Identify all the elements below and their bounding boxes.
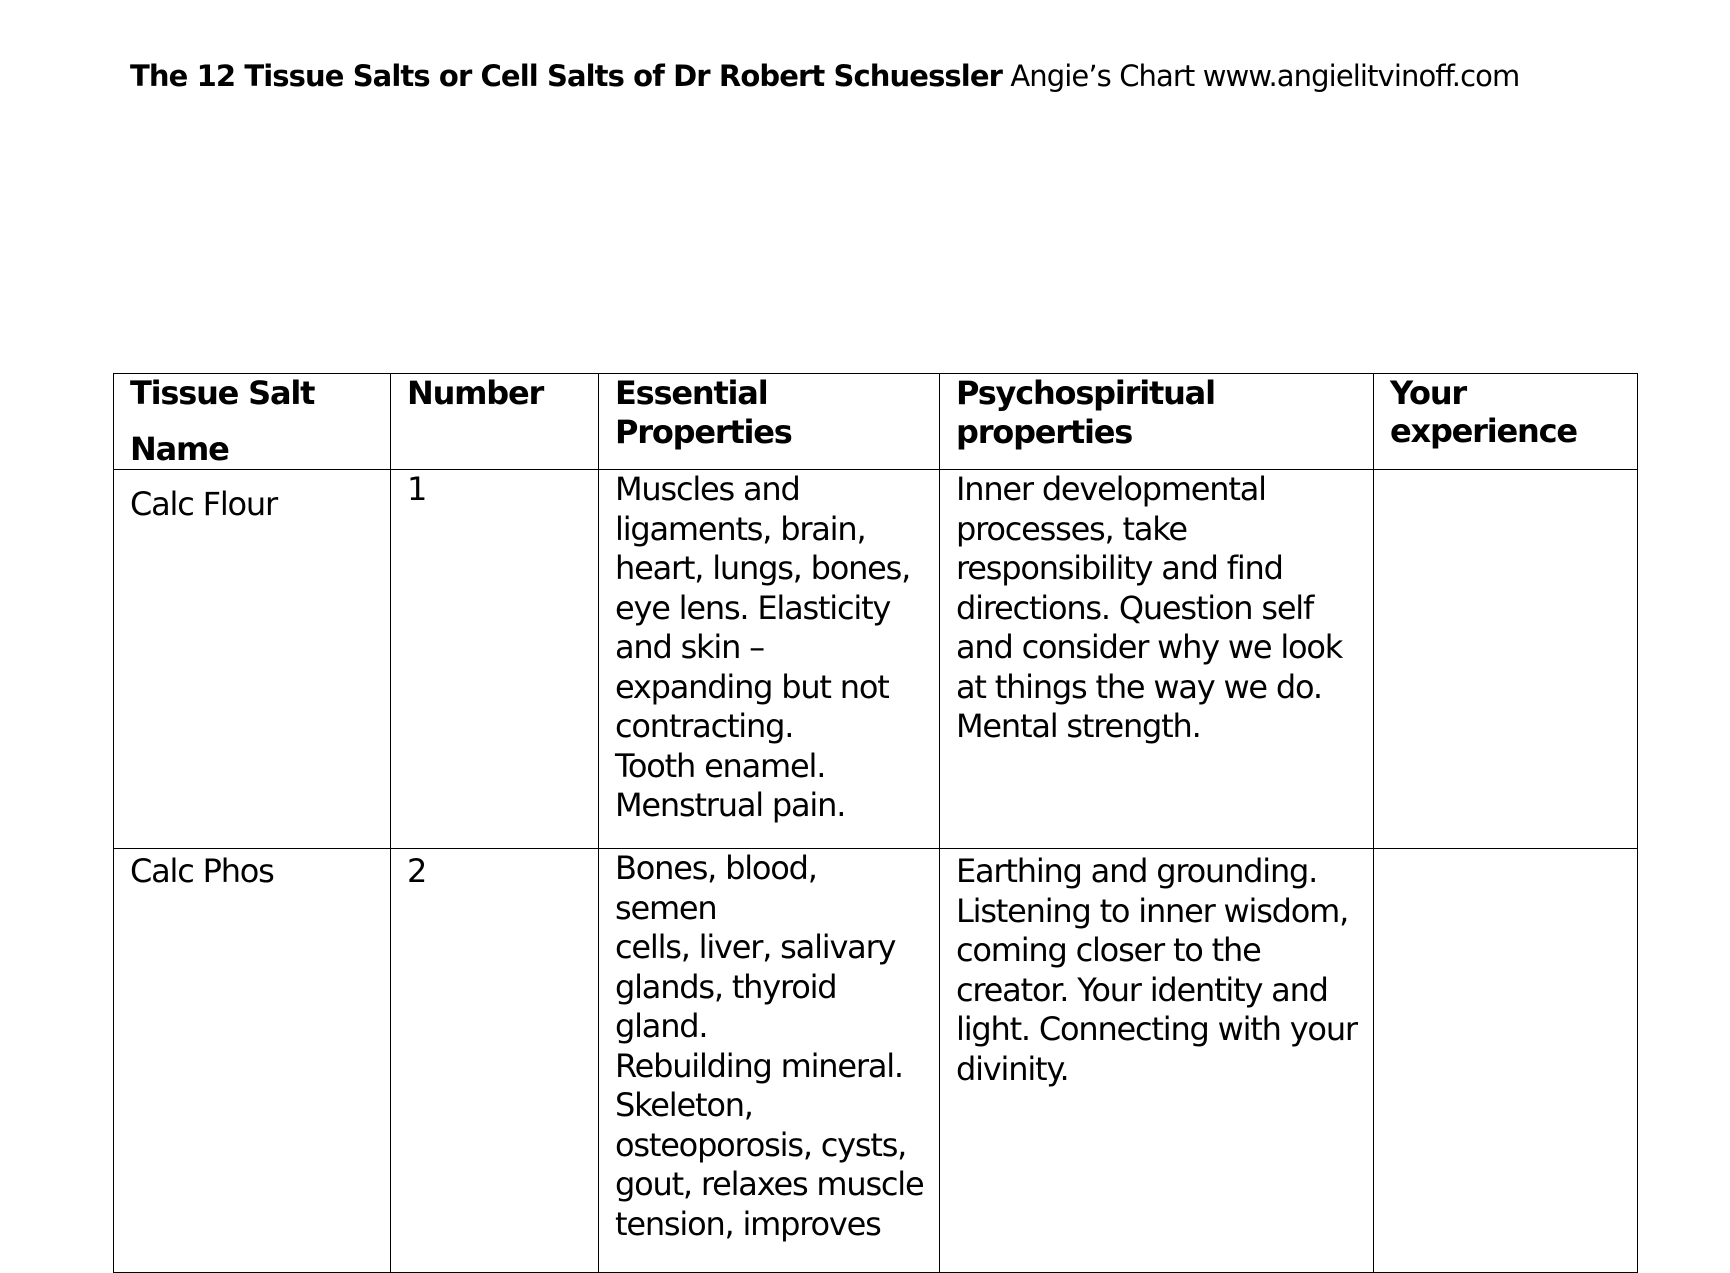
cell-essential-properties: Bones, blood, semen cells, liver, salivary glands, thyroid gland. Rebuilding mineral. Skeleton, osteoporosis, cysts, gout, relaxes muscle tension, improves	[599, 849, 940, 1273]
table-header-row	[114, 374, 1638, 470]
document-title-bold: The 12 Tissue Salts or Cell Salts of Dr Robert Schuessler	[130, 59, 1002, 93]
table-row	[114, 470, 1638, 849]
header-essential-properties: Essential Properties	[599, 374, 940, 470]
cell-your-experience	[1374, 470, 1638, 849]
cell-essential-properties: Muscles and ligaments, brain, heart, lungs, bones, eye lens. Elasticity and skin – expanding but not contracting. Tooth enamel. Menstrual pain.	[599, 470, 940, 849]
document-title	[130, 56, 1519, 96]
cell-salt-name: Calc Flour	[114, 470, 391, 849]
cell-psychospiritual-properties: Earthing and grounding. Listening to inner wisdom, coming closer to the creator. Your identity and light. Connecting with your divinity.	[940, 849, 1374, 1273]
header-number: Number	[391, 374, 599, 470]
cell-salt-name: Calc Phos	[114, 849, 391, 1273]
header-tissue-salt-name: Tissue Salt Name	[114, 374, 391, 470]
cell-number: 1	[391, 470, 599, 849]
header-psychospiritual-properties: Psychospiritual properties	[940, 374, 1374, 470]
document-title-rest: Angie’s Chart www.angielitvinoff.com	[1002, 59, 1520, 93]
cell-number: 2	[391, 849, 599, 1273]
table-row	[114, 849, 1638, 1273]
tissue-salts-table-container	[113, 373, 1637, 1243]
cell-your-experience	[1374, 849, 1638, 1273]
cell-psychospiritual-properties: Inner developmental processes, take responsibility and find directions. Question self and consider why we look at things the way we do. Mental strength.	[940, 470, 1374, 849]
header-your-experience: Your experience	[1374, 374, 1638, 470]
tissue-salts-table	[113, 373, 1638, 1273]
